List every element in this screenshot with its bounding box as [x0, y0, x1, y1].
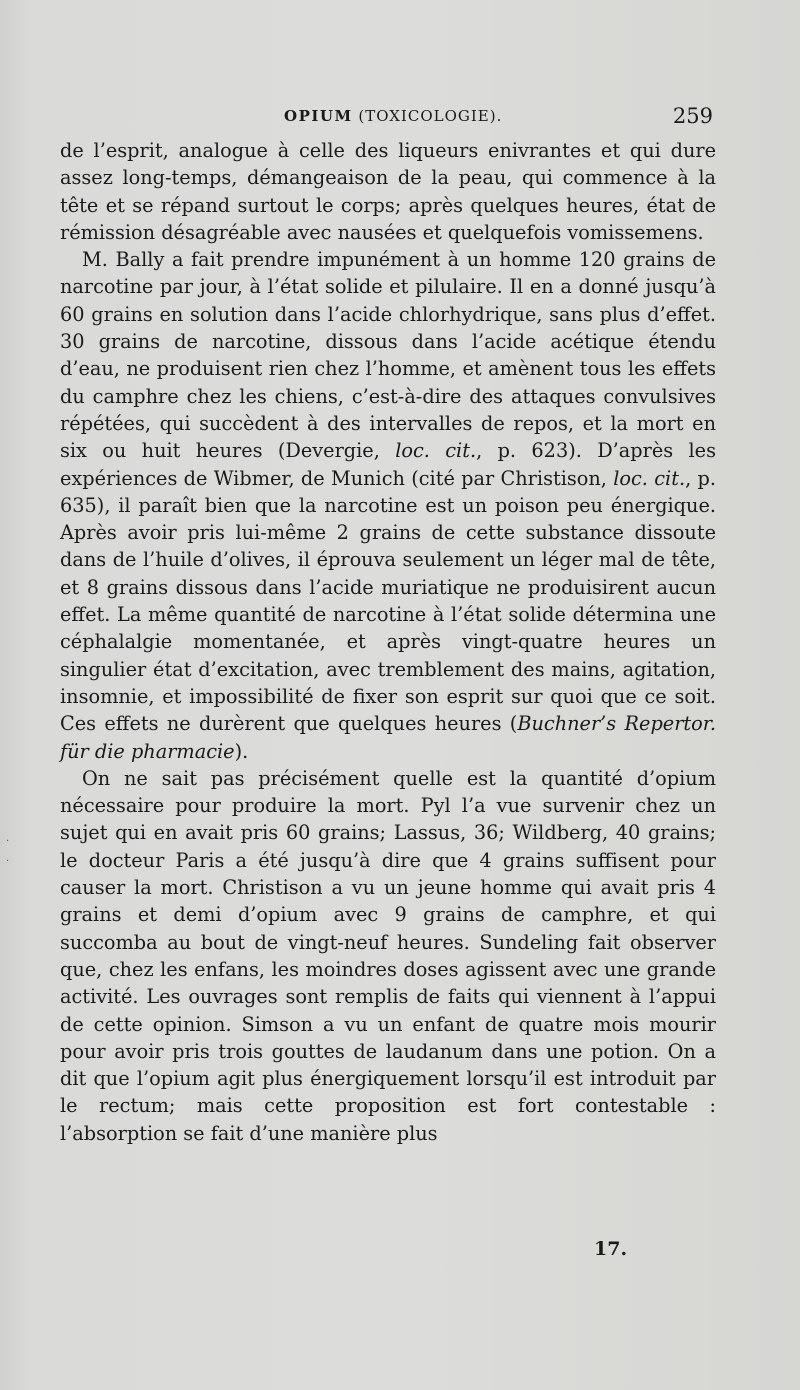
text-segment: , p. 635), il paraît bien que la narcotine est un poison peu énergique. Après avoir pris lui-même 2 grains de cette substance dissoute dans de l’huile d’olives, il éprouva seulement un léger mal de tête, et 8 grains dissous dans l’acide muriatique ne produisirent aucun effet. La même quantité de narcotine à l’état solide détermina une céphalalgie momentanée, et après vingt-quatre heures un singulier état d’excitation, avec tremblement des mains, agitation, insomnie, et impossibilité de fixer son esprit sur quoi que ce soit. Ces effets ne durèrent que quelques heures ( [60, 466, 716, 736]
text-segment: , p. 623). D’après les expériences de Wibmer, de Munich (cité par Christison, [60, 439, 716, 490]
margin-speck: · [6, 836, 10, 847]
margin-speck: · [6, 856, 10, 867]
paragraph-continuation: de l’esprit, analogue à celle des liqueurs enivrantes et qui dure assez long-temps, démangeaison de la peau, qui commence à la tête et se répand surtout le corps; après quelques heures, état de rémission désagréable avec nausées et quelquefois vomissemens. [60, 139, 716, 244]
citation-italic: loc. cit. [613, 466, 686, 490]
citation-italic: Buchner’s Repertor. für die pharmacie [60, 712, 716, 763]
paragraph-opium-dose: On ne sait pas précisément quelle est la quantité d’opium nécessaire pour produire la mort. Pyl l’a vue survenir chez un sujet qui en avait pris 60 grains; Lassus, 36; Wildberg, 40 grains; le docteur Paris a été jusqu’à dire que 4 grains suffisent pour causer la mort. Christison a vu un jeune homme qui avait pris 4 grains et demi d’opium avec 9 grains de camphre, et qui succomba au bout de vingt-neuf heures. Sundeling fait observer que, chez les enfans, les moindres doses agissent avec une grande activité. Les ouvrages sont remplis de faits qui viennent à l’appui de cette opinion. Simson a vu un enfant de quatre mois mourir pour avoir pris trois gouttes de laudanum dans une potion. On a dit que l’opium agit plus énergiquement lorsqu’il est introduit par le rectum; mais cette proposition est fort contestable : l’absorption se fait d’une manière plus [60, 766, 716, 1145]
running-title [284, 100, 502, 132]
text-segment: ). [234, 739, 249, 763]
paragraph-narcotine [60, 246, 716, 765]
running-header [60, 100, 715, 132]
running-title-sub: (TOXICOLOGIE). [358, 107, 503, 125]
page-number: 259 [672, 104, 713, 128]
signature-mark: 17. [594, 1238, 628, 1260]
body-text [60, 137, 716, 1147]
citation-italic: loc. cit. [395, 439, 477, 463]
text-segment: M. Bally a fait prendre impunément à un homme 120 grains de narcotine par jour, à l’état solide et pilulaire. Il en a donné jusqu’à 60 grains en solution dans l’acide chlorhydrique, sans plus d’effet. 30 grains de narcotine, dissous dans l’acide acétique étendu d’eau, ne produisent rien chez l’homme, et amènent tous les effets du camphre chez les chiens, c’est-à-dire des attaques convulsives répétées, qui succèdent à des intervalles de repos, et la mort en six ou huit heures (Devergie, [60, 248, 716, 463]
running-title-main: OPIUM [284, 107, 353, 125]
